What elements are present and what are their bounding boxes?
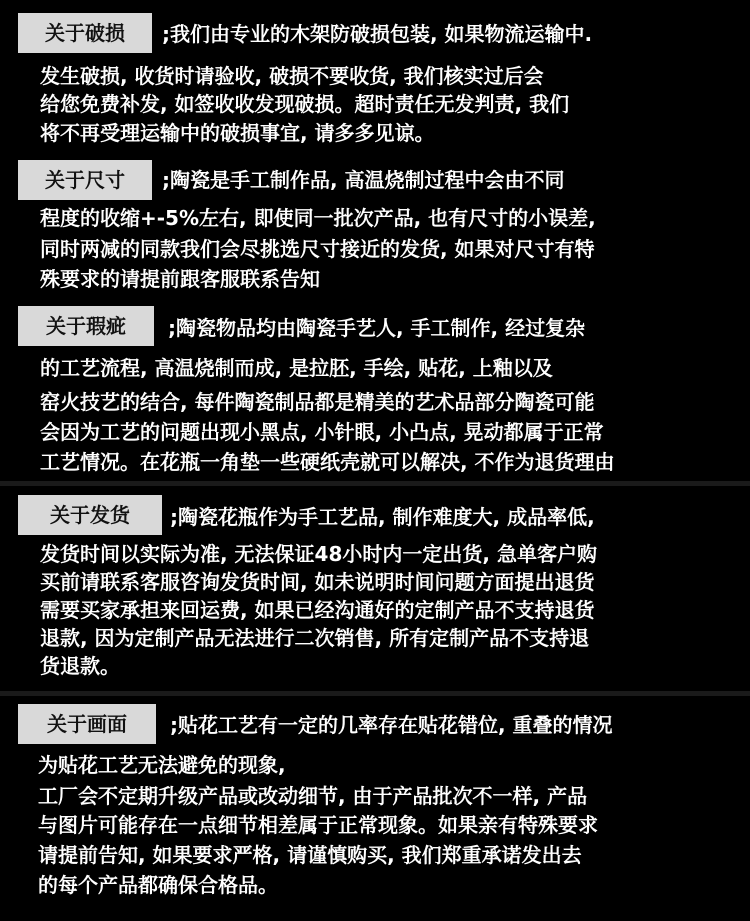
- section-text-line: 买前请联系客服咨询发货时间, 如未说明时间问题方面提出退货: [40, 570, 595, 594]
- section-label-damage: 关于破损: [18, 13, 152, 53]
- section-text-line: 发生破损, 收货时请验收, 破损不要收货, 我们核实过后会: [40, 64, 544, 88]
- section-text-line: 发货时间以实际为准, 无法保证48小时内一定出货, 急单客户购: [40, 542, 597, 566]
- section-text-line: 的工艺流程, 高温烧制而成, 是拉胚, 手绘, 贴花, 上釉以及: [40, 356, 553, 380]
- section-text-line: ;陶瓷是手工制作品, 高温烧制过程中会由不同: [162, 168, 565, 192]
- section-text-line: ;贴花工艺有一定的几率存在贴花错位, 重叠的情况: [170, 713, 613, 737]
- section-label-shipping: 关于发货: [18, 495, 162, 535]
- section-text-line: 窑火技艺的结合, 每件陶瓷制品都是精美的艺术品部分陶瓷可能: [40, 390, 595, 414]
- section-label-pattern: 关于画面: [18, 704, 156, 744]
- divider: [0, 691, 750, 696]
- section-text-line: 为贴花工艺无法避免的现象,: [38, 753, 286, 777]
- section-text-line: ;陶瓷花瓶作为手工艺品, 制作难度大, 成品率低,: [170, 505, 595, 529]
- section-text-line: 给您免费补发, 如签收收发现破损。超时责任无发判责, 我们: [40, 92, 570, 116]
- section-text-line: 殊要求的请提前跟客服联系告知: [40, 267, 320, 291]
- section-text-line: 工厂会不定期升级产品或改动细节, 由于产品批次不一样, 产品: [38, 784, 588, 808]
- section-text-line: 货退款。: [40, 654, 120, 678]
- section-text-line: 会因为工艺的问题出现小黑点, 小针眼, 小凸点, 晃动都属于正常: [40, 420, 604, 444]
- section-label-size: 关于尺寸: [18, 160, 152, 200]
- section-text-line: 程度的收缩+-5%左右, 即使同一批次产品, 也有尺寸的小误差,: [40, 206, 596, 230]
- section-text-line: 将不再受理运输中的破损事宜, 请多多见谅。: [40, 121, 435, 145]
- section-text-line: 同时两减的同款我们会尽挑选尺寸接近的发货, 如果对尺寸有特: [40, 237, 595, 261]
- section-text-line: 需要买家承担来回运费, 如果已经沟通好的定制产品不支持退货: [40, 598, 595, 622]
- section-text-line: 与图片可能存在一点细节相差属于正常现象。如果亲有特殊要求: [38, 813, 598, 837]
- divider: [0, 481, 750, 486]
- section-text-line: 请提前告知, 如果要求严格, 请谨慎购买, 我们郑重承诺发出去: [38, 843, 582, 867]
- section-label-flaws: 关于瑕疵: [18, 306, 154, 346]
- section-text-line: 工艺情况。在花瓶一角垫一些硬纸壳就可以解决, 不作为退货理由: [40, 450, 615, 474]
- section-text-line: ;我们由专业的木架防破损包装, 如果物流运输中.: [162, 22, 593, 46]
- section-text-line: 的每个产品都确保合格品。: [38, 873, 278, 897]
- section-text-line: 退款, 因为定制产品无法进行二次销售, 所有定制产品不支持退: [40, 626, 590, 650]
- section-text-line: ;陶瓷物品均由陶瓷手艺人, 手工制作, 经过复杂: [168, 316, 586, 340]
